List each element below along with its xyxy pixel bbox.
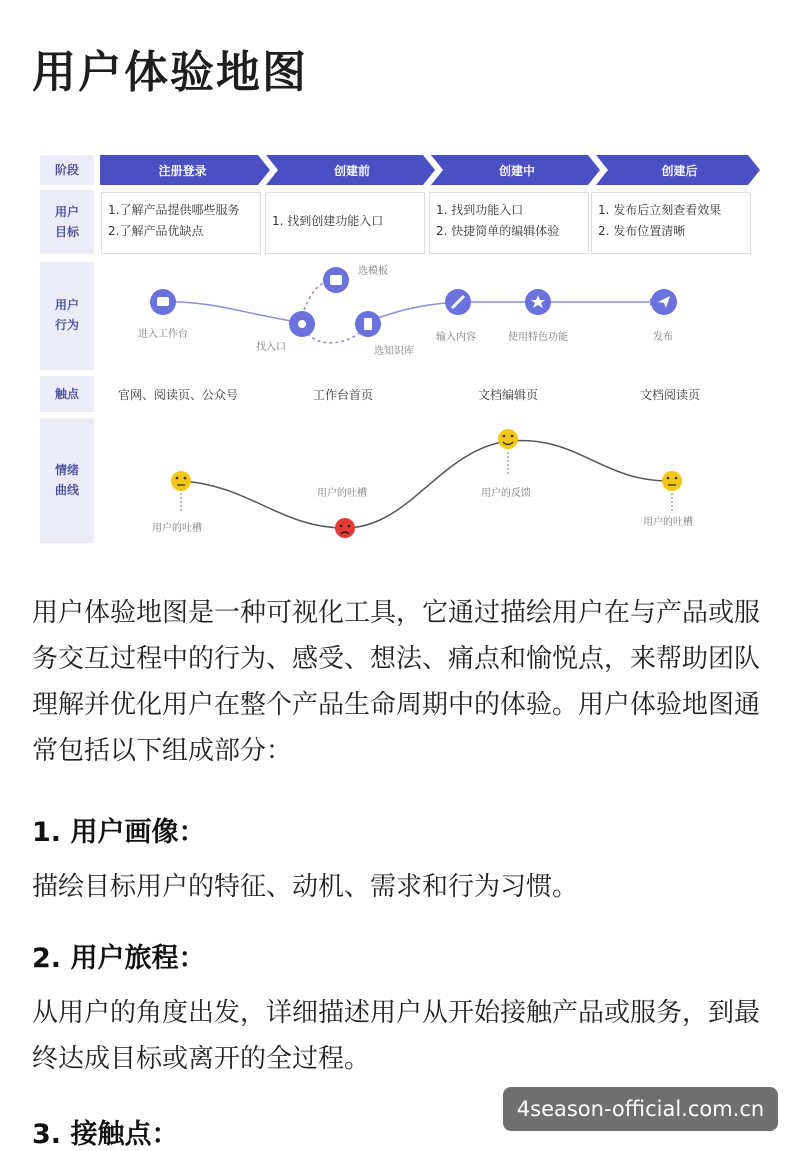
goal-item: 1. 发布后立刻查看效果 (598, 203, 722, 217)
section-heading: 3. 接触点： (32, 1119, 179, 1150)
behavior-label: 选模板 (358, 266, 388, 277)
goal-item: 2. 发布位置清晰 (598, 224, 686, 238)
emotion-label: 用户的反馈 (481, 488, 531, 499)
goal-box (591, 192, 751, 254)
angry-face-icon (335, 518, 355, 538)
row-label-emotion-line: 情绪 (54, 463, 79, 477)
goal-item: 1.了解产品提供哪些服务 (108, 203, 240, 217)
row-label-goal-line: 目标 (54, 225, 79, 239)
touchpoint: 文档编辑页 (478, 388, 539, 402)
row-label-stage: 阶段 (54, 163, 79, 177)
behavior-label: 进入工作台 (138, 329, 188, 340)
emotion-label: 用户的吐槽 (643, 517, 693, 528)
emotion-label: 用户的吐槽 (152, 523, 202, 534)
emotion-curve (181, 440, 672, 528)
page-title: 用户体验地图 (32, 47, 308, 98)
behavior-label: 发布 (653, 332, 673, 343)
user-journey-map (0, 150, 800, 550)
row-label-goal (40, 202, 94, 242)
emotion-label: 用户的吐槽 (317, 488, 367, 499)
row-label-behavior-line: 行为 (54, 318, 79, 332)
behavior-label: 使用特色功能 (508, 332, 568, 343)
row-label-touchpoint: 触点 (54, 387, 79, 401)
flow-line-dashed (308, 328, 364, 343)
goal-box (429, 192, 589, 254)
goal-item: 1. 找到创建功能入口 (272, 214, 384, 228)
flow-line (163, 302, 298, 322)
section-body: 从用户的角度出发，详细描述用户从开始接触产品或服务，到最终达成目标或离开的全过程。 (32, 998, 761, 1074)
row-label-goal-line: 用户 (54, 205, 79, 219)
goal-item: 2.了解产品优缺点 (108, 224, 204, 238)
neutral-face-icon (662, 471, 682, 491)
behavior-label: 找入口 (256, 342, 286, 353)
row-label-emotion-line: 曲线 (54, 483, 79, 497)
stage-label: 注册登录 (158, 164, 207, 178)
row-label-behavior-line: 用户 (54, 298, 79, 312)
section-heading: 1. 用户画像： (32, 817, 206, 848)
goal-box (265, 192, 425, 254)
row-label-emotion (40, 460, 94, 500)
touchpoint: 文档阅读页 (640, 388, 701, 402)
section-body: 描绘目标用户的特征、动机、需求和行为习惯。 (32, 872, 579, 902)
flow-line (372, 302, 456, 320)
section-heading: 2. 用户旅程： (32, 943, 206, 974)
intro-paragraph: 用户体验地图是一种可视化工具，它通过描绘用户在与产品或服务交互过程中的行为、感受、想法、痛点和愉悦点，来帮助团队理解并优化用户在整个产品生命周期中的体验。用户体验地图通常包括以下组成部分： (32, 598, 761, 766)
stage-label: 创建后 (661, 164, 698, 178)
row-label-behavior (40, 295, 94, 335)
goal-box (101, 192, 261, 254)
behavior-label: 输入内容 (436, 332, 476, 343)
goal-item: 1. 找到功能入口 (436, 203, 524, 217)
goal-item: 2. 快捷简单的编辑体验 (436, 224, 560, 238)
happy-face-icon (498, 429, 518, 449)
watermark: 4season-official.com.cn (503, 1087, 778, 1131)
neutral-face-icon (171, 471, 191, 491)
stage-label: 创建前 (333, 164, 370, 178)
behavior-label: 选知识库 (374, 346, 414, 357)
touchpoint: 官网、阅读页、公众号 (118, 388, 239, 402)
touchpoint: 工作台首页 (313, 388, 374, 402)
stage-label: 创建中 (498, 164, 535, 178)
